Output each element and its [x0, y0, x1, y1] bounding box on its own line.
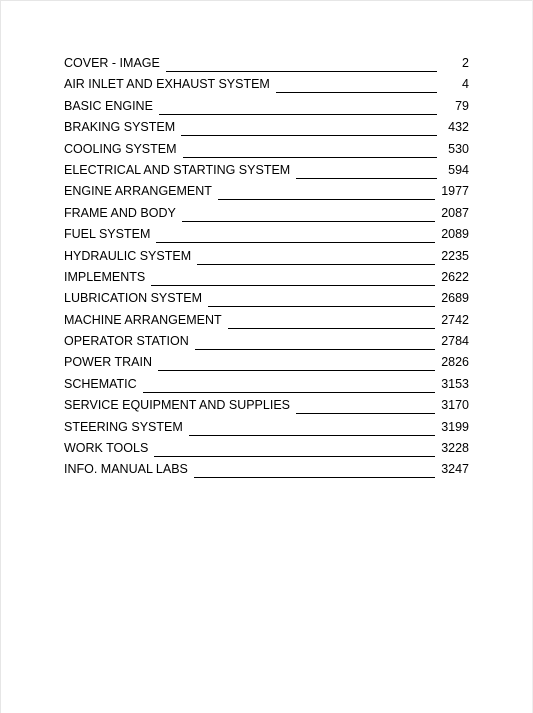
toc-entry-page: 4 [462, 77, 469, 92]
toc-entry-service-equipment[interactable] [64, 398, 469, 419]
toc-entry-title: FRAME AND BODY [64, 205, 176, 220]
toc-leader-line [183, 142, 437, 158]
toc-entry-page: 2826 [441, 355, 469, 370]
toc-entry-page: 3170 [441, 398, 469, 413]
toc-entry-steering-system[interactable] [64, 420, 469, 441]
toc-leader-line [228, 313, 436, 329]
toc-entry-page: 432 [448, 120, 469, 135]
toc-entry-page: 2689 [441, 291, 469, 306]
toc-entry-cover-image[interactable] [64, 56, 469, 77]
page-edge-left [0, 0, 1, 713]
toc-entry-engine-arrangement[interactable] [64, 184, 469, 205]
toc-entry-page: 1977 [441, 184, 469, 199]
toc-entry-page: 3247 [441, 462, 469, 477]
toc-entry-page: 2089 [441, 227, 469, 242]
page-edge-top [0, 0, 533, 1]
toc-entry-title: ELECTRICAL AND STARTING SYSTEM [64, 162, 291, 177]
toc-leader-line [296, 163, 437, 179]
toc-entry-page: 2235 [441, 248, 469, 263]
toc-entry-implements[interactable] [64, 270, 469, 291]
toc-entry-lubrication-system[interactable] [64, 291, 469, 312]
toc-entry-title: POWER TRAIN [64, 355, 152, 370]
toc-entry-title: AIR INLET AND EXHAUST SYSTEM [64, 77, 270, 92]
toc-entry-title: BASIC ENGINE [64, 98, 153, 113]
toc-entry-title: INFO. MANUAL LABS [64, 462, 188, 477]
toc-leader-line [208, 291, 435, 307]
toc-leader-line [181, 120, 437, 136]
toc-leader-line [159, 99, 437, 115]
toc-entry-title: SERVICE EQUIPMENT AND SUPPLIES [64, 398, 290, 413]
toc-entry-title: OPERATOR STATION [64, 334, 189, 349]
toc-entry-info-manual-labs[interactable] [64, 462, 469, 483]
toc-leader-line [154, 441, 435, 457]
toc-entry-title: SCHEMATIC [64, 376, 137, 391]
toc-leader-line [197, 249, 435, 265]
toc-entry-page: 79 [455, 98, 469, 113]
table-of-contents [64, 56, 469, 484]
toc-leader-line [218, 184, 435, 200]
toc-entry-page: 3153 [441, 376, 469, 391]
toc-entry-hydraulic-system[interactable] [64, 249, 469, 270]
toc-entry-machine-arrangement[interactable] [64, 313, 469, 334]
toc-entry-work-tools[interactable] [64, 441, 469, 462]
toc-entry-frame-body[interactable] [64, 206, 469, 227]
toc-leader-line [182, 206, 435, 222]
toc-entry-fuel-system[interactable] [64, 227, 469, 248]
toc-entry-page: 2784 [441, 334, 469, 349]
toc-entry-page: 3199 [441, 419, 469, 434]
toc-entry-braking-system[interactable] [64, 120, 469, 141]
toc-leader-line [296, 398, 435, 414]
toc-leader-line [276, 77, 437, 93]
toc-entry-page: 2087 [441, 205, 469, 220]
toc-entry-cooling-system[interactable] [64, 142, 469, 163]
toc-entry-page: 530 [448, 141, 469, 156]
toc-entry-title: LUBRICATION SYSTEM [64, 291, 202, 306]
toc-entry-title: WORK TOOLS [64, 441, 149, 456]
toc-entry-operator-station[interactable] [64, 334, 469, 355]
toc-leader-line [143, 377, 436, 393]
toc-entry-page: 594 [448, 162, 469, 177]
toc-entry-title: ENGINE ARRANGEMENT [64, 184, 212, 199]
toc-leader-line [166, 56, 437, 72]
toc-leader-line [158, 355, 435, 371]
toc-entry-page: 2742 [441, 312, 469, 327]
toc-entry-title: STEERING SYSTEM [64, 419, 183, 434]
toc-leader-line [151, 270, 435, 286]
toc-leader-line [194, 462, 435, 478]
toc-entry-title: COVER - IMAGE [64, 56, 160, 70]
toc-entry-title: COOLING SYSTEM [64, 141, 177, 156]
toc-leader-line [156, 227, 435, 243]
toc-entry-power-train[interactable] [64, 355, 469, 376]
toc-entry-basic-engine[interactable] [64, 99, 469, 120]
toc-entry-schematic[interactable] [64, 377, 469, 398]
toc-entry-title: MACHINE ARRANGEMENT [64, 312, 222, 327]
toc-entry-title: BRAKING SYSTEM [64, 120, 176, 135]
toc-entry-page: 2622 [441, 269, 469, 284]
toc-entry-title: FUEL SYSTEM [64, 227, 151, 242]
toc-entry-title: IMPLEMENTS [64, 269, 146, 284]
toc-leader-line [195, 334, 435, 350]
toc-leader-line [189, 420, 435, 436]
toc-entry-page: 3228 [441, 441, 469, 456]
toc-entry-title: HYDRAULIC SYSTEM [64, 248, 192, 263]
toc-entry-electrical-starting[interactable] [64, 163, 469, 184]
toc-entry-air-inlet-exhaust[interactable] [64, 77, 469, 98]
toc-entry-page: 2 [462, 56, 469, 70]
